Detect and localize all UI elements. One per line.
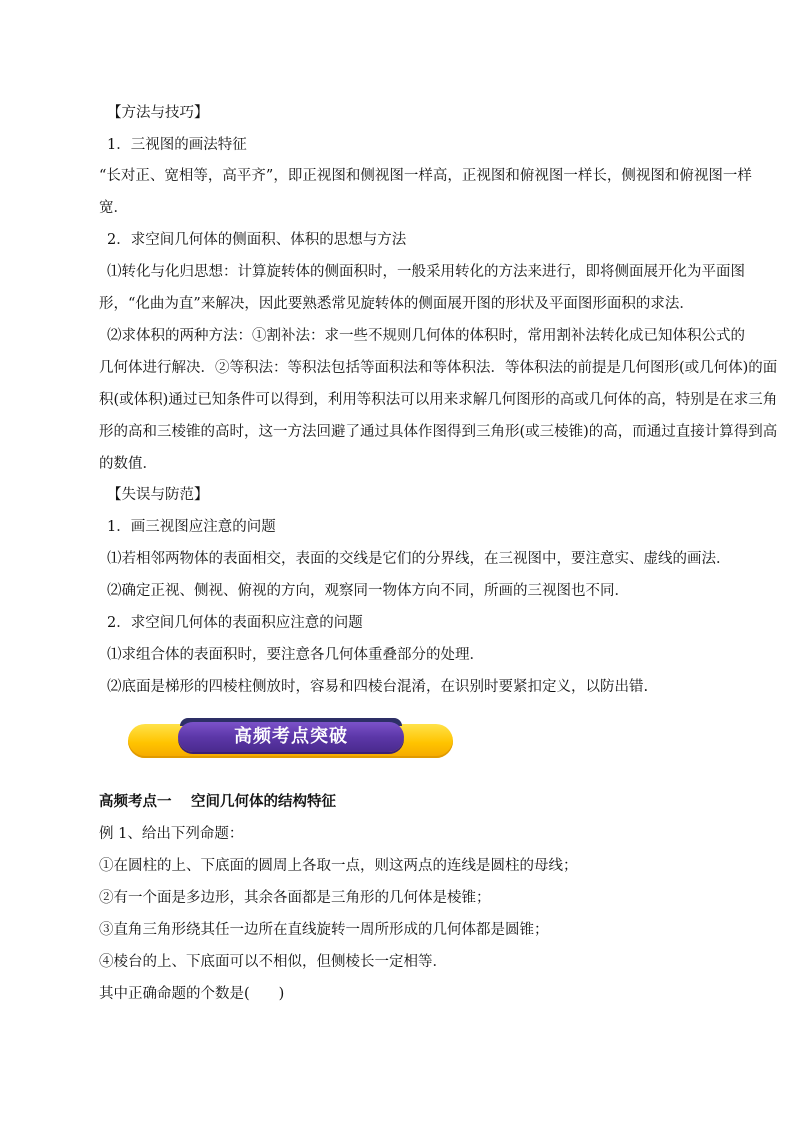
section-title: 1．画三视图应注意的问题 xyxy=(107,519,276,535)
section-title: 2．求空间几何体的表面积应注意的问题 xyxy=(107,615,363,631)
list-item: ②有一个面是多边形，其余各面都是三角形的几何体是棱锥； xyxy=(99,890,491,906)
topic-title: 高频考点一 空间几何体的结构特征 xyxy=(99,794,337,810)
list-item: ④棱台的上、下底面可以不相似，但侧棱长一定相等． xyxy=(99,954,447,970)
paragraph-line: ⑵求体积的两种方法：①割补法：求一些不规则几何体的体积时，常用割补法转化成已知体积公式的 xyxy=(107,328,745,344)
example-intro: 例 1、给出下列命题： xyxy=(99,826,244,842)
list-item: ③直角三角形绕其任一边所在直线旋转一周所形成的几何体都是圆锥； xyxy=(99,922,549,938)
methods-heading: 【方法与技巧】 xyxy=(107,105,209,121)
paragraph-line: 积(或体积)通过已知条件可以得到，利用等积法可以用来求解几何图形的高或几何体的高，特别是在求三角 xyxy=(99,392,778,408)
paragraph-line: 宽． xyxy=(99,200,128,216)
list-item: ①在圆柱的上、下底面的圆周上各取一点，则这两点的连线是圆柱的母线； xyxy=(99,858,578,874)
errors-heading: 【失误与防范】 xyxy=(107,487,209,503)
section-banner xyxy=(128,718,453,762)
paragraph-line: 形，“化曲为直”来解决，因此要熟悉常见旋转体的侧面展开图的形状及平面图形面积的求法． xyxy=(99,296,694,312)
section-title: 1．三视图的画法特征 xyxy=(107,137,247,153)
section-title: 2．求空间几何体的侧面积、体积的思想与方法 xyxy=(107,232,407,248)
paragraph-line: ⑵确定正视、侧视、俯视的方向，观察同一物体方向不同，所画的三视图也不同． xyxy=(107,583,629,599)
question-line: 其中正确命题的个数是( ) xyxy=(99,986,285,1002)
paragraph-line: ⑴转化与化归思想：计算旋转体的侧面积时，一般采用转化的方法来进行，即将侧面展开化为平面图 xyxy=(107,264,745,280)
paragraph-line: 形的高和三棱锥的高时，这一方法回避了通过具体作图得到三角形(或三棱锥)的高，而通过直接计算得到高 xyxy=(99,424,778,440)
paragraph-line: 的数值． xyxy=(99,456,157,472)
paragraph-line: ⑴求组合体的表面积时，要注意各几何体重叠部分的处理． xyxy=(107,647,484,663)
banner-label: 高频考点突破 xyxy=(234,726,348,747)
paragraph-line: 几何体进行解决．②等积法：等积法包括等面积法和等体积法．等体积法的前提是几何图形(或几何体)的面 xyxy=(99,360,778,376)
paragraph-line: ⑵底面是梯形的四棱柱侧放时，容易和四棱台混淆，在识别时要紧扣定义，以防出错. xyxy=(107,679,649,695)
paragraph-line: “长对正、宽相等，高平齐”，即正视图和侧视图一样高，正视图和俯视图一样长，侧视图和俯视图一样 xyxy=(99,168,752,184)
paragraph-line: ⑴若相邻两物体的表面相交，表面的交线是它们的分界线，在三视图中，要注意实、虚线的画法． xyxy=(107,551,731,567)
